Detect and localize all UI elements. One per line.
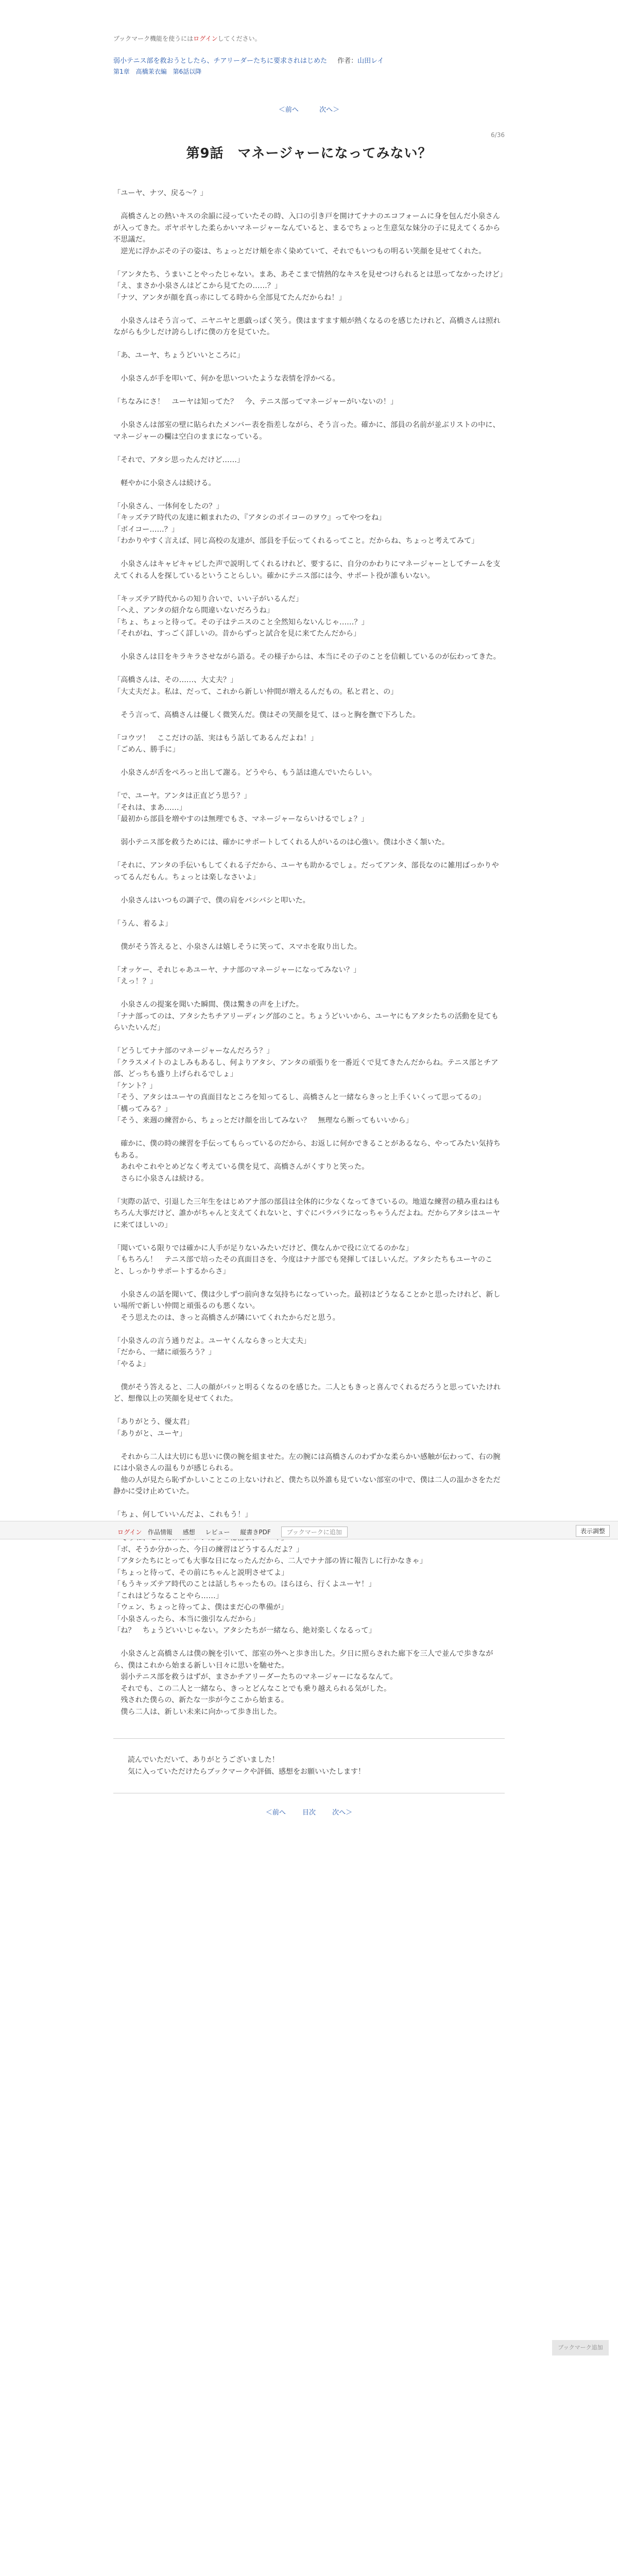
body-paragraph: 「ナツ、アンタが顔を真っ赤にしてる時から全部見てたんだからね！」 [113,293,346,302]
login-link[interactable]: ログイン [193,35,218,42]
body-paragraph: 小泉さんの話を聞いて、僕は少しずつ前向きな気持ちになっていった。最初はどうなることかと思ったけれど、新しい場所で新しい仲間と頑張るのも悪くない。 [113,1290,501,1310]
body-paragraph: 「高橋さんは、その……、大丈夫？」 [113,676,238,684]
body-paragraph [113,883,505,895]
body-paragraph: 「キッズテア時代からの知り合いで、いい子がいるんだ」 [113,595,303,603]
bottom-pager [113,1807,505,1817]
body-paragraph [113,1498,505,1510]
body-paragraph: それでも、この二人と一緒なら、きっとどんなことでも乗り越えられる気がした。 [113,1684,391,1693]
body-paragraph [113,1370,505,1382]
body-paragraph: 「ボ、そうか分かった、今日の練習はどうするんだよ？」 [113,1545,303,1554]
afterword-line: 読んでいただいて、ありがとうございました！ [121,1756,279,1764]
body-paragraph [113,1637,505,1649]
body-paragraph: 「うん、着るよ」 [113,919,173,928]
body-paragraph: 「もうキッズテア時代のことは話しちゃったもの。ほらほら、行くよユーヤ！」 [113,1580,376,1588]
body-paragraph: 小泉さんは目をキラキラさせながら語る。その様子からは、本当にその子のことを信頼しているのが伝わってきた。 [113,653,501,661]
body-paragraph: 小泉さんは部室の壁に貼られたメンバー表を指差しながら、そう言った。確かに、部員の名前が並ぶリストの中に、マネージャーの欄は空白のままになっている。 [113,421,500,441]
author-label: 作者： [337,57,358,65]
body-paragraph: 高橋さんとの熱いキスの余韻に浸っていたその時、入口の引き戸を開けてナナのエコフォームに身を包んだ小泉さんが入ってきた。ポヤポヤした柔らかいマネージャーなんていると、まるでちょっと生意気な妹分の子に見えてくるから不思議だ。 [113,212,501,244]
bookmark-login-note: ブックマーク機能を使うにはログインしてください。 [113,35,261,42]
body-paragraph: そう言って、高橋さんは優しく微笑んだ。僕はその笑顔を見て、ほっと胸を撫で下ろした。 [113,710,420,719]
body-paragraph: 「あ、ユーヤ、ちょうどいいところに」 [113,351,245,360]
body-paragraph [113,582,505,594]
body-paragraph: 「ボイコー……？」 [113,525,179,534]
bar-bookmark-button[interactable]: ブックマークに追加 [281,1527,348,1537]
body-paragraph [113,640,505,652]
next-link[interactable]: 次へ＞ [319,106,340,114]
body-paragraph [113,1231,505,1243]
body-paragraph: 「ありがとう、優太君」 [113,1418,194,1426]
body-paragraph: 他の人が見たら恥ずかしいことこの上ないけれど、僕たち以外誰も見ていない部室の中で、僕は二人の温かさをただ静かに受け止めていた。 [113,1476,501,1496]
body-paragraph [113,1127,505,1139]
body-paragraph: 「それがね、すっごく詳しいの。昔からずっと試合を見に来てたんだから」 [113,630,361,638]
body-paragraph [113,489,505,501]
body-paragraph: 逆光に浮かぶその子の姿は、ちょっとだけ頬を赤く染めていて、それでもいつもの明るい笑顔を見せてくれた。 [113,247,486,256]
body-paragraph: 僕がそう答えると、二人の顔がパッと明るくなるのを感じた。二人ともきっと喜んでくれるだろうと思っていたけれど、想像以上の笑顔を見せてくれた。 [113,1383,501,1403]
body-paragraph [113,825,505,837]
chapter-breadcrumb[interactable]: 第1章 高橋茉衣編 第6話以降 [113,68,202,75]
body-paragraph: 小泉さんの提案を聞いた瞬間、僕は驚きの声を上げた。 [113,1001,303,1009]
body-paragraph [113,779,505,791]
body-paragraph: 「コウツ！ ここだけの話、実はもう話してあるんだよね！」 [113,734,318,742]
body-paragraph: 「オッケー、それじゃあユーヤ、ナナ部のマネージャーになってみない？」 [113,965,361,974]
body-paragraph: 「えっ！？」 [113,977,158,986]
sticky-action-bar [0,1521,618,1539]
body-paragraph [113,443,505,454]
chapter-title: 第9話 マネージャーになってみない？ [186,146,432,161]
body-paragraph [113,199,505,211]
bar-item-pdf[interactable]: 縦書きPDF [240,1529,271,1536]
body-paragraph: 「大丈夫だよ。私は、だって、これから新しい仲間が増えるんだもの。私と君と、の」 [113,687,398,696]
body-paragraph: それから二人は大切にも思いに僕の腕を組ませた。左の腕には高橋さんのわずかな柔らかい感触が伝わって、右の腕には小泉さんの温もりが感じられる。 [113,1452,501,1472]
body-paragraph: さらに小泉さんは続ける。 [113,1174,209,1183]
body-paragraph [113,929,505,941]
body-paragraph: 「ちょっと待って、その前にちゃんと説明させてよ」 [113,1568,289,1577]
body-paragraph [113,338,505,350]
body-paragraph: 「もちろん！ テニス部で培ったその真面目さを、今度はナナ部でも発揮してほしいんだ。アタシたちもユーヤのこと、しっかりサポートするからさ」 [113,1256,493,1276]
body-paragraph [113,721,505,733]
body-paragraph: 「小泉さんの言う通りだよ。ユーヤくんならきっと大丈夫」 [113,1336,311,1345]
afterword [113,1738,505,1793]
next-link[interactable]: 次へ＞ [332,1809,353,1817]
body-paragraph [113,1439,505,1451]
bar-item-info[interactable]: 作品情報 [147,1529,173,1536]
body-paragraph [113,257,505,269]
body-paragraph [113,408,505,420]
body-paragraph: 「ユーヤ、ナツ、戻る〜？」 [113,189,208,197]
body-paragraph: 「ナナ部ってのは、アタシたちチアリーディング部のこと。ちょうどいいから、ユーヤにもアタシたちの活動を見てもらいたいんだ」 [113,1012,499,1032]
body-paragraph: 「それは、まあ……」 [113,803,186,812]
body-paragraph: 「アンタたち、うまいことやったじゃない。まあ、あそこまで情熱的なキスを見せつけられるとは思ってなかったけど」 [113,270,507,279]
body-paragraph [113,385,505,397]
body-paragraph: 「最初から部員を増やすのは無理でもさ、マネージャーならいけるでしょ？」 [113,815,369,823]
body-paragraph: 弱小テニス部を救うためには、確かにサポートしてくれる人がいるのは心強い。僕は小さく頷いた。 [113,838,450,846]
body-paragraph: 「聞いている限りでは確かに人手が足りないみたいだけど、僕なんかで役に立てるのかな」 [113,1244,413,1252]
body-paragraph: 「え、まさか小泉さんはどこから見てたの……？」 [113,282,282,290]
bar-item-review[interactable]: レビュー [205,1529,230,1536]
body-paragraph: 「やるよ」 [113,1360,150,1368]
body-paragraph: 「それに、アンタの手伝いもしてくれる子だから、ユーヤも助かるでしょ。だってアンタ、部長なのに雑用ばっかりやってるんだもん。ちょっとは楽しなさいよ」 [113,861,499,882]
body-paragraph [113,1405,505,1417]
body-paragraph [113,906,505,918]
body-paragraph: 「どうしてナナ部のマネージャーなんだろう？」 [113,1047,274,1055]
body-paragraph: 軽やかに小泉さんは続ける。 [113,479,216,487]
body-paragraph: 「ありがと、ユーヤ」 [113,1429,186,1438]
body-paragraph: そう思えたのは、きっと高橋さんが隣にいてくれたからだと思う。 [113,1313,340,1322]
body-paragraph: 「へえ、アンタの紹介なら間違いないだろうね」 [113,606,274,615]
body-paragraph: 小泉さんが舌をぺろっと出して謝る。どうやら、もう話は進んでいたらしい。 [113,769,376,777]
body-paragraph: 弱小テニス部を救うはずが、まさかチアリーダーたちのマネージャーになるなんて。 [113,1673,398,1681]
body-paragraph: 「わかりやすく言えば、同じ高校の友達が、部員を手伝ってくれるってこと。だからね、ちょっと考えてみて」 [113,537,479,545]
body-paragraph: 「ケント？」 [113,1081,157,1090]
side-bookmark-tab[interactable]: ブックマーク追加 [552,2340,609,2355]
body-paragraph: 確かに、僕の時の練習を手伝ってもらっているのだから、お返しに何かできることがあるなら、やってみたい気持ちもある。 [113,1140,501,1160]
body-paragraph: 「で、ユーヤ。アンタは正直どう思う？」 [113,792,251,800]
body-paragraph: 「だから、一緒に頑張ろう？」 [113,1348,216,1357]
body-paragraph [113,1034,505,1046]
afterword-line: 気に入っていただけたらブックマークや評価、感想をお願いいたします！ [121,1767,366,1776]
body-paragraph [113,953,505,964]
novel-body [113,188,505,1718]
body-paragraph: 残された僕らの、新たな一歩が今ここから始まる。 [113,1696,288,1704]
body-paragraph: 「実際の話で、引退した三年生をはじめアナ部の部員は全体的に少なくなってきているの。地道な練習の積み重ねはもちろん大事だけど、誰かがちゃんと支えてくれないと、すぐにバラバラになっちゃうんだよね。だからアタシはユーヤに来てほしいの」 [113,1197,501,1229]
body-paragraph: 「キッズテア時代の友達に頼まれたの、『アタシのボイコーのヲウ』ってやつをね」 [113,514,386,522]
novel-header [113,56,505,77]
body-paragraph [113,756,505,768]
body-paragraph: 「構ってみる？」 [113,1105,172,1113]
body-paragraph [113,1277,505,1289]
body-paragraph: 「ちなみにさ！ ユーヤは知ってた？ 今、テニス部ってマネージャーがいないの！」 [113,398,398,406]
body-paragraph [113,466,505,478]
body-paragraph: 僕がそう答えると、小泉さんは嬉しそうに笑って、スマホを取り出した。 [113,942,362,951]
page-wrapper [113,0,505,1817]
top-pager [113,104,505,114]
body-paragraph: 「小泉さん、一体何をしたの？」 [113,502,224,511]
bar-login-link[interactable]: ログイン [117,1529,142,1536]
body-paragraph [113,303,505,315]
body-paragraph: 「ちょ、ちょっと待って。その子はテニスのこと全然知らないんじゃ……？」 [113,618,369,626]
body-paragraph: 「ウェン、ちょっと待ってよ、僕はまだ心の準備が」 [113,1603,288,1612]
page-count: 6/36 [491,131,505,139]
index-link[interactable]: 目次 [302,1809,316,1817]
body-paragraph: 「クラスメイトのよしみもあるし、何よりアタシ、アンタの頑張りを一番近くで見てきたんだからね。テニス部とチア部、どっちも盛り上げられるでしょ」 [113,1058,499,1078]
body-paragraph: 小泉さんはそう言って、ニヤニヤと悪戯っぽく笑う。僕はますます頬が熱くなるのを感じたけれど、高橋さんは照れながらも少しだけ誇らしげに僕の方を見ていた。 [113,316,501,336]
body-paragraph: 僕ら二人は、新しい未来に向かって歩き出した。 [113,1707,282,1716]
body-paragraph [113,988,505,999]
novel-title-link[interactable]: 弱小テニス部を救おうとしたら、チアリーダーたちに要求されはじめた [113,57,327,65]
bar-item-impressions[interactable]: 感想 [182,1529,195,1536]
body-paragraph [113,663,505,675]
body-paragraph: 「小泉さんったら、本当に強引なんだから」 [113,1615,260,1623]
body-paragraph [113,547,505,559]
body-paragraph: 小泉さんと高橋さんは僕の腕を引いて、部室の外へと歩き出した。夕日に照らされた廊下を三人で並んで歩きながら、僕はこれから始まる新しい日々に思いを馳せた。 [113,1650,493,1670]
body-paragraph [113,362,505,374]
body-paragraph: 「そう、アタシはユーヤの真面目なところを知ってるし、高橋さんと一緒ならきっと上手くいくって思ってるの」 [113,1093,486,1101]
prev-link[interactable]: ＜前へ [278,106,299,114]
body-paragraph: 「ちょ、何していいんだよ、これもう！」 [113,1511,252,1519]
body-paragraph: 「ね？ ちょうどいいじゃない。アタシたちが一緒なら、絶対楽しくなるって」 [113,1626,376,1635]
body-paragraph: 小泉さんはいつもの調子で、僕の肩をバシバシと叩いた。 [113,896,310,905]
body-paragraph [113,1184,505,1196]
body-paragraph: 「ごめん、勝手に」 [113,745,180,754]
display-settings-button[interactable]: 表示調整 [576,1525,610,1537]
body-paragraph [113,1324,505,1335]
prev-link[interactable]: ＜前へ [265,1809,286,1817]
body-paragraph: 「これはどうなることやら……」 [113,1591,223,1600]
body-paragraph [113,849,505,860]
body-paragraph: 「それで、アタシ思ったんだけど……」 [113,455,245,464]
body-paragraph: 「アタシたちにとっても大事な日になったんだから、二人でナナ部の皆に報告しに行かなきゃ」 [113,1557,427,1565]
body-paragraph [113,698,505,709]
author-link[interactable]: 山田レイ [357,57,384,65]
body-paragraph: 小泉さんが手を叩いて、何かを思いついたような表情を浮かべる。 [113,375,340,383]
body-paragraph: 小泉さんはキャピキャピした声で説明してくれるけれど、要するに、自分のかわりにマネージャーとしてチームを支えてくれる人を探しているということらしい。確かにテニス部には今、サポート役が誰もいない。 [113,560,501,580]
body-paragraph: 「そう、来週の練習から、ちょっとだけ顔を出してみない？ 無理なら断ってもいいから」 [113,1116,413,1125]
body-paragraph: あれやこれやとめどなく考えている僕を見て、高橋さんがくすりと笑った。 [113,1163,369,1171]
